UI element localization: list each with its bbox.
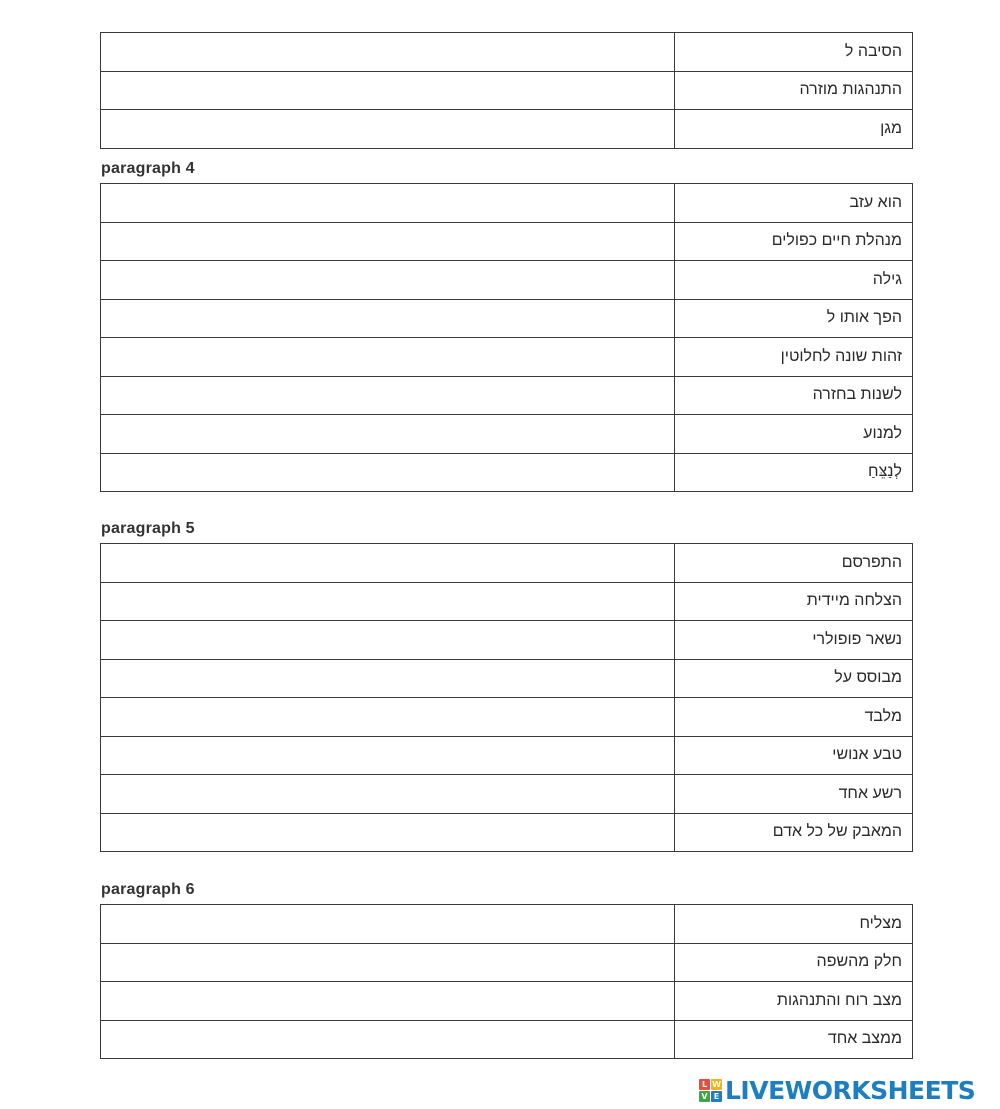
term-cell: טבע אנושי <box>675 736 913 775</box>
answer-cell[interactable] <box>101 982 675 1021</box>
answer-input[interactable] <box>111 380 668 410</box>
vocab-table <box>100 183 913 492</box>
liveworksheets-logo[interactable] <box>699 1076 975 1104</box>
answer-input[interactable] <box>111 457 668 487</box>
table-row <box>101 110 913 149</box>
answer-cell[interactable] <box>101 698 675 737</box>
answer-cell[interactable] <box>101 905 675 944</box>
table-row <box>101 261 913 300</box>
logo-letter: L <box>699 1079 710 1090</box>
answer-input[interactable] <box>111 663 668 693</box>
table-row <box>101 982 913 1021</box>
table-row <box>101 222 913 261</box>
answer-input[interactable] <box>111 114 668 144</box>
answer-cell[interactable] <box>101 453 675 492</box>
answer-input[interactable] <box>111 548 668 578</box>
answer-input[interactable] <box>111 986 668 1016</box>
answer-input[interactable] <box>111 740 668 770</box>
term-cell: מצב רוח והתנהגות <box>675 982 913 1021</box>
term-cell: זהות שונה לחלוטין <box>675 338 913 377</box>
answer-input[interactable] <box>111 75 668 105</box>
section-heading-paragraph-5: paragraph 5 <box>101 520 195 537</box>
answer-cell[interactable] <box>101 544 675 583</box>
term-cell: מלבד <box>675 698 913 737</box>
table-row <box>101 621 913 660</box>
table-row <box>101 582 913 621</box>
answer-input[interactable] <box>111 303 668 333</box>
answer-cell[interactable] <box>101 415 675 454</box>
answer-cell[interactable] <box>101 338 675 377</box>
answer-input[interactable] <box>111 586 668 616</box>
term-cell: גילה <box>675 261 913 300</box>
table-row <box>101 698 913 737</box>
term-cell: הוא עזב <box>675 184 913 223</box>
answer-input[interactable] <box>111 909 668 939</box>
term-cell: מנהלת חיים כפולים <box>675 222 913 261</box>
answer-input[interactable] <box>111 625 668 655</box>
logo-letter: V <box>699 1091 710 1102</box>
vocab-table <box>100 543 913 852</box>
table-row <box>101 775 913 814</box>
section-heading-paragraph-6: paragraph 6 <box>101 881 195 898</box>
answer-input[interactable] <box>111 37 668 67</box>
answer-cell[interactable] <box>101 299 675 338</box>
vocab-table <box>100 904 913 1059</box>
answer-input[interactable] <box>111 1024 668 1054</box>
answer-input[interactable] <box>111 342 668 372</box>
table-row <box>101 299 913 338</box>
vocab-section-2 <box>100 183 913 492</box>
term-cell: לְנַצֵּחַ <box>675 453 913 492</box>
table-row <box>101 544 913 583</box>
term-cell: הסיבה ל <box>675 33 913 72</box>
answer-input[interactable] <box>111 419 668 449</box>
answer-input[interactable] <box>111 947 668 977</box>
answer-input[interactable] <box>111 779 668 809</box>
table-row <box>101 376 913 415</box>
table-row <box>101 813 913 852</box>
vocab-section-1 <box>100 32 913 149</box>
term-cell: נשאר פופולרי <box>675 621 913 660</box>
answer-input[interactable] <box>111 226 668 256</box>
answer-cell[interactable] <box>101 33 675 72</box>
section-heading-paragraph-4: paragraph 4 <box>101 160 195 177</box>
table-row <box>101 1020 913 1059</box>
answer-input[interactable] <box>111 702 668 732</box>
answer-cell[interactable] <box>101 184 675 223</box>
logo-text: LIVEWORKSHEETS <box>725 1075 976 1105</box>
table-row <box>101 338 913 377</box>
answer-cell[interactable] <box>101 71 675 110</box>
answer-cell[interactable] <box>101 261 675 300</box>
logo-mark-icon <box>699 1079 722 1102</box>
term-cell: למנוע <box>675 415 913 454</box>
answer-cell[interactable] <box>101 1020 675 1059</box>
term-cell: רשע אחד <box>675 775 913 814</box>
term-cell: התנהגות מוזרה <box>675 71 913 110</box>
term-cell: מצליח <box>675 905 913 944</box>
table-row <box>101 184 913 223</box>
table-row <box>101 71 913 110</box>
logo-letter: E <box>711 1091 722 1102</box>
answer-cell[interactable] <box>101 775 675 814</box>
term-cell: מבוסס על <box>675 659 913 698</box>
table-row <box>101 736 913 775</box>
term-cell: מגן <box>675 110 913 149</box>
answer-input[interactable] <box>111 265 668 295</box>
answer-cell[interactable] <box>101 110 675 149</box>
answer-cell[interactable] <box>101 222 675 261</box>
term-cell: הצלחה מיידית <box>675 582 913 621</box>
table-row <box>101 453 913 492</box>
table-row <box>101 905 913 944</box>
answer-input[interactable] <box>111 817 668 847</box>
answer-cell[interactable] <box>101 582 675 621</box>
term-cell: התפרסם <box>675 544 913 583</box>
answer-input[interactable] <box>111 188 668 218</box>
term-cell: לשנות בחזרה <box>675 376 913 415</box>
answer-cell[interactable] <box>101 659 675 698</box>
logo-letter: W <box>712 1079 721 1089</box>
table-row <box>101 943 913 982</box>
answer-cell[interactable] <box>101 736 675 775</box>
table-row <box>101 33 913 72</box>
term-cell: המאבק של כל אדם <box>675 813 913 852</box>
answer-cell[interactable] <box>101 813 675 852</box>
term-cell: חלק מהשפה <box>675 943 913 982</box>
vocab-section-3 <box>100 543 913 852</box>
answer-cell[interactable] <box>101 376 675 415</box>
term-cell: ממצב אחד <box>675 1020 913 1059</box>
answer-cell[interactable] <box>101 621 675 660</box>
table-row <box>101 415 913 454</box>
vocab-section-4 <box>100 904 913 1059</box>
vocab-table <box>100 32 913 149</box>
answer-cell[interactable] <box>101 943 675 982</box>
term-cell: הפך אותו ל <box>675 299 913 338</box>
table-row <box>101 659 913 698</box>
